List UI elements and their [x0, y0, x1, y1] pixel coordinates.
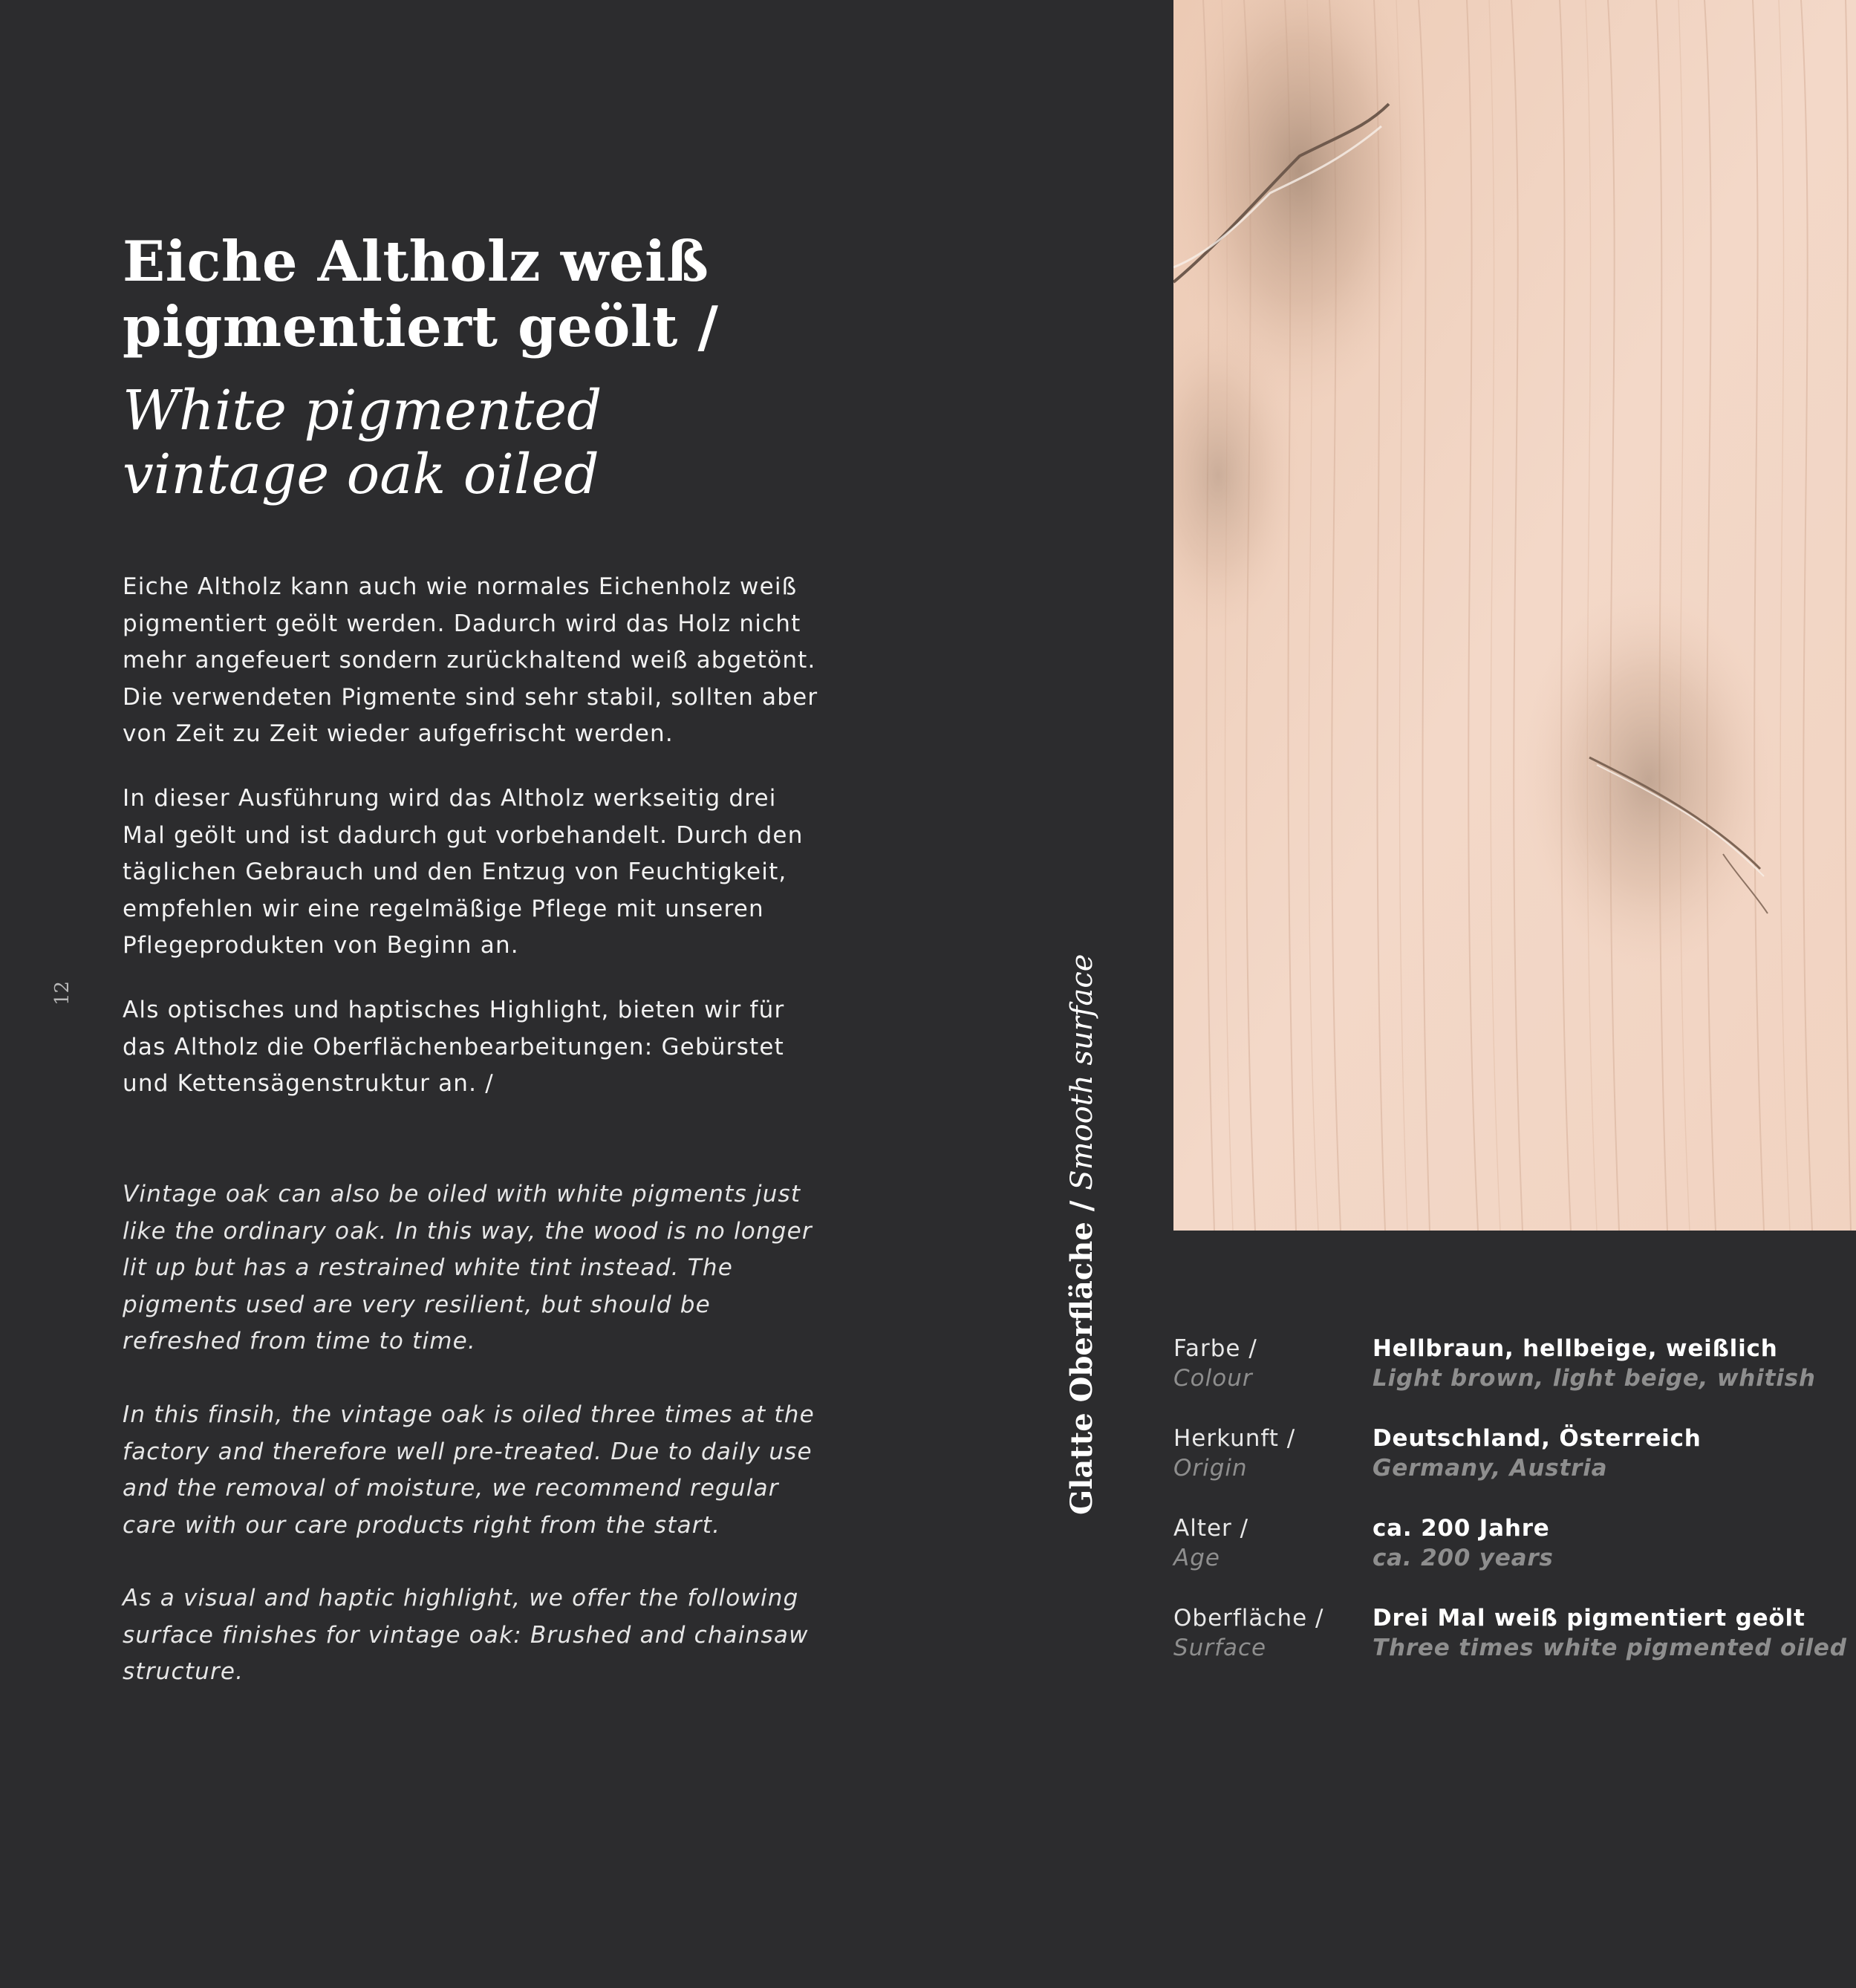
surface-type-german: Glatte Oberfläche [1064, 1222, 1099, 1515]
spec-label [1173, 1513, 1367, 1573]
title-english-line-1: White pigmented [123, 379, 602, 443]
surface-type-english: Smooth surface [1065, 954, 1099, 1190]
spec-label [1173, 1603, 1367, 1663]
spec-label-german: Oberfläche / [1173, 1605, 1324, 1632]
page-title-english [123, 379, 940, 506]
body-paragraph-english-2: In this finsih, the vintage oak is oiled three times at the factory and therefore well pre-treated. Due to daily use and the removal of moisture, we recommend regular care with our care products right from the start. [123, 1401, 815, 1539]
spec-label-english: Surface [1173, 1635, 1267, 1661]
spec-label-english: Colour [1173, 1365, 1253, 1392]
body-paragraph-english-1: Vintage oak can also be oiled with white pigments just like the ordinary oak. In this way, the wood is no longer lit up but has a restrained white tint instead. The pigments used are very resilient, but should be refreshed from time to time. [123, 1181, 813, 1355]
spec-value [1373, 1334, 1848, 1393]
spec-row-origin [1173, 1424, 1842, 1513]
spec-value [1373, 1603, 1848, 1663]
title-german-line-2: pigmentiert geölt / [123, 294, 719, 359]
spec-value-german: Deutschland, Österreich [1373, 1425, 1702, 1452]
spec-value-english: ca. 200 years [1373, 1545, 1554, 1571]
page-title-german [123, 229, 940, 359]
spec-label-german: Alter / [1173, 1515, 1249, 1542]
spec-label-german: Herkunft / [1173, 1425, 1296, 1452]
spec-label [1173, 1424, 1367, 1483]
spec-row-surface [1173, 1603, 1847, 1693]
specifications-table [1173, 1334, 1847, 1693]
spec-value-english: Germany, Austria [1373, 1455, 1608, 1482]
spec-value-german: ca. 200 Jahre [1373, 1515, 1550, 1542]
spec-value [1373, 1513, 1848, 1573]
surface-type-label [1064, 954, 1101, 1515]
surface-type-separator: / [1064, 1190, 1099, 1222]
spec-row-colour [1173, 1334, 1842, 1424]
spec-label [1173, 1334, 1367, 1393]
page-number: 12 [51, 980, 74, 1006]
spec-value-german: Hellbraun, hellbeige, weißlich [1373, 1335, 1778, 1362]
spec-value-english: Three times white pigmented oiled [1373, 1635, 1847, 1661]
spec-value-german: Drei Mal weiß pigmentiert geölt [1373, 1605, 1805, 1632]
spec-row-age [1173, 1513, 1842, 1603]
spec-label-english: Age [1173, 1545, 1220, 1571]
body-paragraph-english-3: As a visual and haptic highlight, we offer the following surface finishes for vintage oak: Brushed and chainsaw structure. [123, 1585, 809, 1685]
body-paragraph-german-2: In dieser Ausführung wird das Altholz werkseitig drei Mal geölt und ist dadurch gut vorbehandelt. Durch den täglichen Gebrauch und den Entzug von Feuchtigkeit, empfehlen wir eine regelmäßige Pflege mit unseren Pflegeprodukten von Beginn an. [123, 785, 804, 959]
wood-sample-image [1173, 0, 1856, 1231]
title-german-line-1: Eiche Altholz weiß [123, 229, 709, 294]
body-paragraph-german-3: Als optisches und haptisches Highlight, bieten wir für das Altholz die Oberflächenbearbeitungen: Gebürstet und Kettensägenstruktur an. / [123, 997, 785, 1097]
spec-label-english: Origin [1173, 1455, 1248, 1482]
spec-value-english: Light brown, light beige, whitish [1373, 1365, 1816, 1392]
spec-value [1373, 1424, 1848, 1483]
title-english-line-2: vintage oak oiled [123, 443, 599, 506]
spec-label-german: Farbe / [1173, 1335, 1257, 1362]
body-paragraph-german-1: Eiche Altholz kann auch wie normales Eichenholz weiß pigmentiert geölt werden. Dadurch wird das Holz nicht mehr angefeuert sondern zurückhaltend weiß abgetönt. Die verwendeten Pigmente sind sehr stabil, sollten aber von Zeit zu Zeit wieder aufgefrischt werden. [123, 573, 818, 747]
